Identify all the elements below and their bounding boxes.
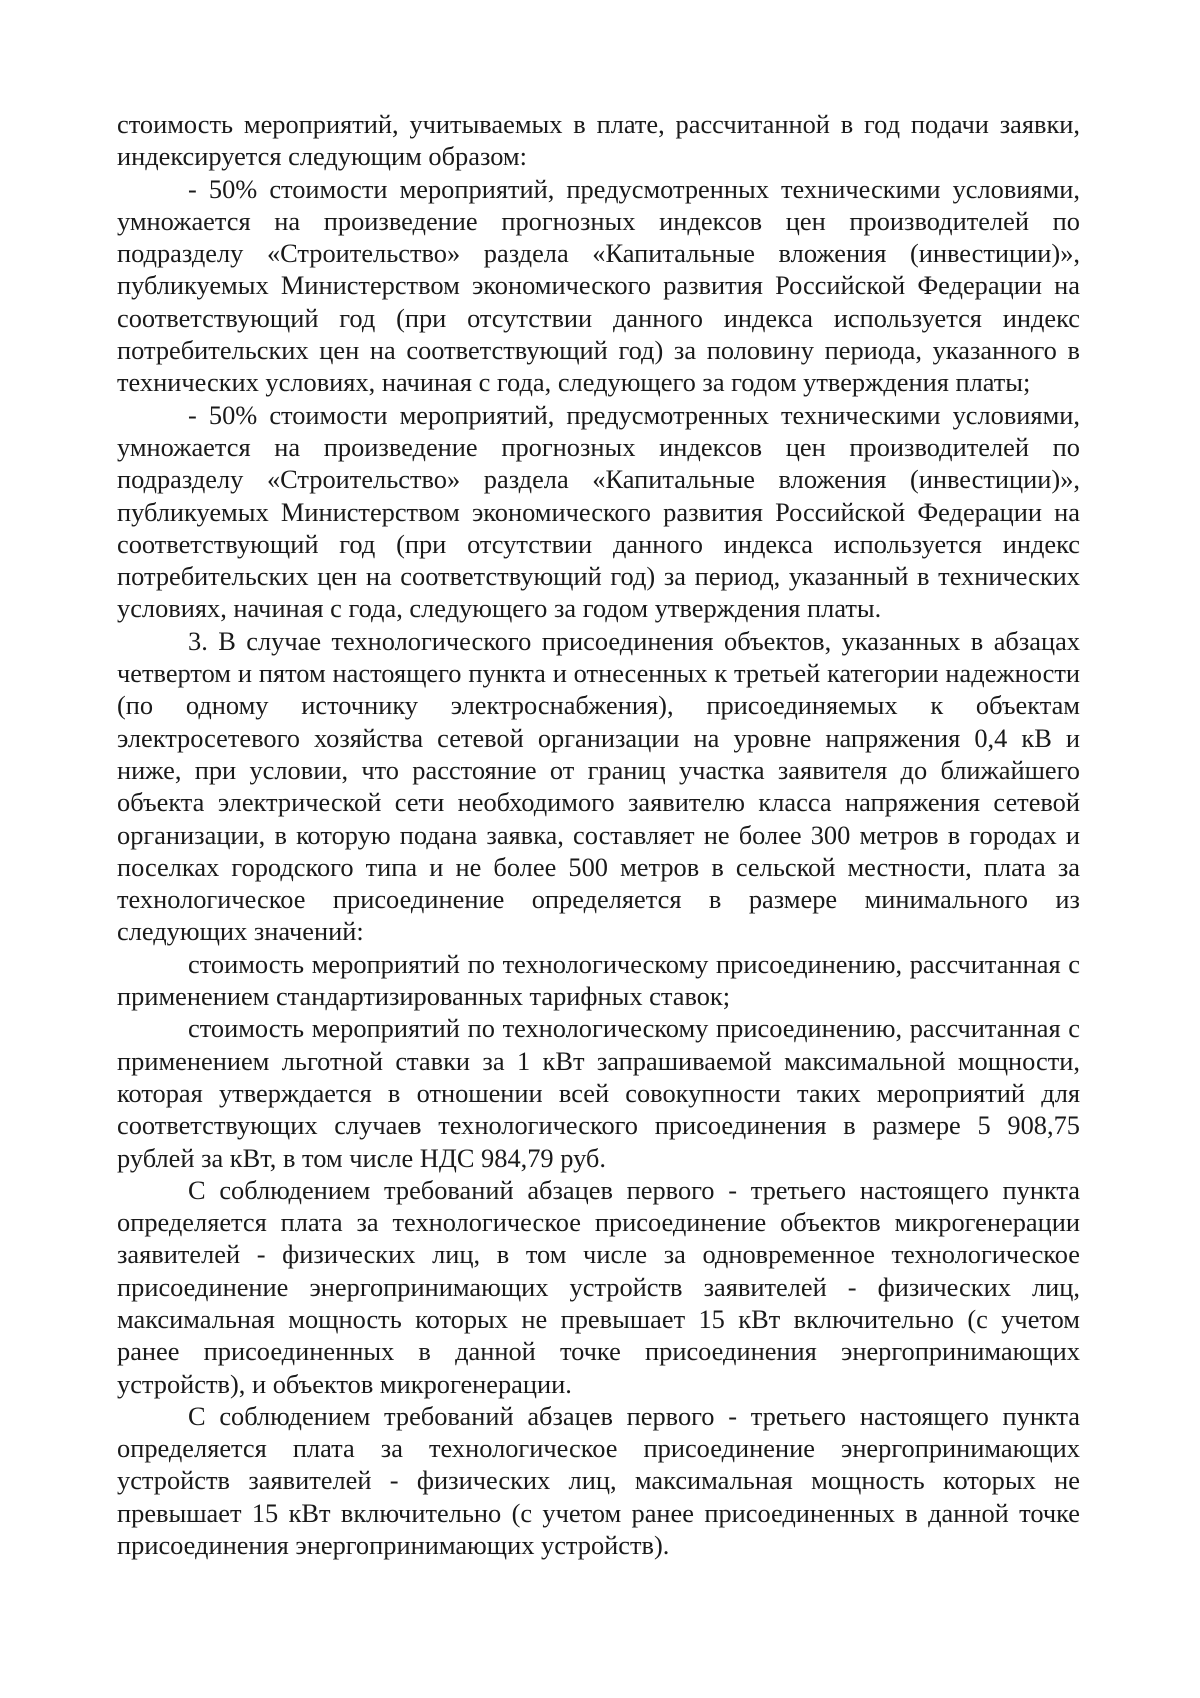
document-page <box>117 108 1080 1561</box>
paragraph-intro: стоимость мероприятий, учитываемых в плате, рассчитанной в год подачи заявки, индексируется следующим образом: <box>117 109 1080 172</box>
paragraph-item-3: 3. В случае технологического присоединения объектов, указанных в абзацах четвертом и пятом настоящего пункта и отнесенных к третьей категории надежности (по одному источнику электроснабжения), присоединяемых к объектам электросетевого хозяйства сетевой организации на уровне напряжения 0,4 кВ и ниже, при условии, что расстояние от границ участка заявителя до ближайшего объекта электрической сети необходимого заявителю класса напряжения сетевой организации, в которую подана заявка, составляет не более 300 метров в городах и поселках городского типа и не более 500 метров в сельской местности, плата за технологическое присоединение определяется в размере минимального из следующих значений: <box>117 625 1080 947</box>
paragraph-full-period-index: - 50% стоимости мероприятий, предусмотренных техническими условиями, умножается на произведение прогнозных индексов цен производителей по подразделу «Строительство» раздела «Капитальные вложения (инвестиции)», публикуемых Министерством экономического развития Российской Федерации на соответствующий год (при отсутствии данного индекса используется индекс потребительских цен на соответствующий год) за период, указанный в технических условиях, начиная с года, следующего за годом утверждения платы. <box>117 399 1080 624</box>
paragraph-standard-rates: стоимость мероприятий по технологическому присоединению, рассчитанная с применением стандартизированных тарифных ставок; <box>117 948 1080 1012</box>
paragraph-preferential-rate: стоимость мероприятий по технологическому присоединению, рассчитанная с применением льготной ставки за 1 кВт запрашиваемой максимальной мощности, которая утверждается в отношении всей совокупности таких мероприятий для соответствующих случаев технологического присоединения в размере 5 908,75 рублей за кВт, в том числе НДС 984,79 руб. <box>117 1013 1080 1173</box>
paragraph-half-period-index: - 50% стоимости мероприятий, предусмотренных техническими условиями, умножается на произведение прогнозных индексов цен производителей по подразделу «Строительство» раздела «Капитальные вложения (инвестиции)», публикуемых Министерством экономического развития Российской Федерации на соответствующий год (при отсутствии данного индекса используется индекс потребительских цен на соответствующий год) за половину периода, указанного в технических условиях, начиная с года, следующего за годом утверждения платы; <box>117 173 1080 398</box>
paragraph-microgeneration: С соблюдением требований абзацев первого - третьего настоящего пункта определяется плата за технологическое присоединение объектов микрогенерации заявителей - физических лиц, в том числе за одновременное технологическое присоединение энергопринимающих устройств заявителей - физических лиц, максимальная мощность которых не превышает 15 кВт включительно (с учетом ранее присоединенных в данной точке присоединения энергопринимающих устройств), и объектов микрогенерации. <box>117 1174 1080 1399</box>
paragraph-individuals: С соблюдением требований абзацев первого - третьего настоящего пункта определяется плата за технологическое присоединение энергопринимающих устройств заявителей - физических лиц, максимальная мощность которых не превышает 15 кВт включительно (с учетом ранее присоединенных в данной точке присоединения энергопринимающих устройств). <box>117 1400 1080 1561</box>
